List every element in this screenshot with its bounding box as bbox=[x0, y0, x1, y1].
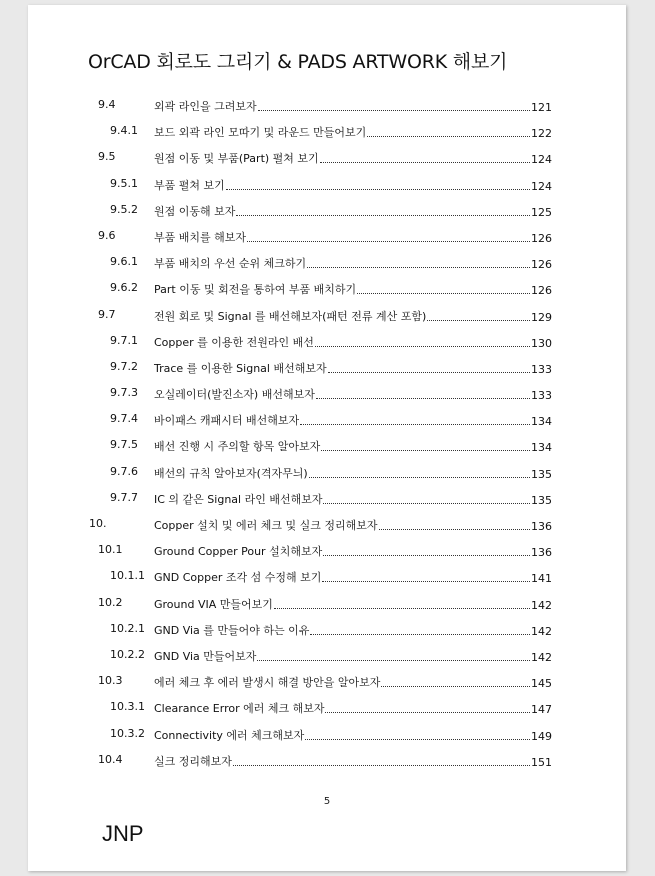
toc-entry-line bbox=[154, 517, 552, 533]
toc-entry-page: 133 bbox=[531, 389, 552, 403]
toc-entry[interactable] bbox=[28, 486, 626, 512]
toc-entry-number: 10.4 bbox=[98, 752, 123, 766]
toc-entry-line bbox=[154, 150, 552, 166]
toc-entry-page: 130 bbox=[531, 336, 552, 350]
toc-entry-line bbox=[154, 753, 552, 769]
toc-entry-page: 135 bbox=[531, 467, 552, 481]
toc-entry[interactable] bbox=[28, 591, 626, 617]
toc-entry-line bbox=[154, 334, 552, 350]
toc-entry[interactable] bbox=[28, 198, 626, 224]
toc-dot-leader bbox=[247, 240, 530, 242]
toc-entry[interactable] bbox=[28, 748, 626, 774]
toc-entry-page: 135 bbox=[531, 493, 552, 507]
toc-dot-leader bbox=[316, 397, 530, 399]
toc-entry-line bbox=[154, 700, 552, 716]
toc-dot-leader bbox=[322, 580, 530, 582]
toc-dot-leader bbox=[367, 135, 530, 137]
toc-dot-leader bbox=[236, 214, 530, 216]
toc-entry-number: 9.5.2 bbox=[110, 202, 138, 216]
toc-entry-title: 실크 정리해보자 bbox=[154, 754, 232, 768]
toc-dot-leader bbox=[427, 319, 530, 321]
toc-entry[interactable] bbox=[28, 538, 626, 564]
toc-entry-number: 9.7.7 bbox=[110, 490, 138, 504]
toc-entry-number: 10.3.1 bbox=[110, 700, 145, 714]
toc-entry-line bbox=[154, 98, 552, 114]
toc-dot-leader bbox=[257, 659, 530, 661]
toc-entry-line bbox=[154, 727, 552, 743]
toc-entry-title: 외곽 라인을 그려보자 bbox=[154, 100, 257, 113]
toc-entry[interactable] bbox=[28, 617, 626, 643]
toc-entry-number: 9.6.1 bbox=[110, 255, 138, 269]
toc-entry[interactable] bbox=[28, 722, 626, 748]
toc-entry-number: 9.4.1 bbox=[110, 124, 138, 138]
toc-dot-leader bbox=[307, 266, 530, 268]
toc-entry-title: 보드 외곽 라인 모따기 및 라운드 만들어보기 bbox=[154, 126, 367, 140]
toc-entry-page: 124 bbox=[531, 153, 552, 167]
toc-entry-number: 9.7.2 bbox=[110, 359, 138, 373]
toc-entry[interactable] bbox=[28, 355, 626, 381]
toc-entry-line bbox=[154, 281, 552, 297]
toc-entry[interactable] bbox=[28, 643, 626, 669]
toc-entry-line bbox=[154, 438, 552, 454]
toc-dot-leader bbox=[274, 607, 530, 609]
toc-dot-leader bbox=[315, 345, 530, 347]
toc-entry-title: GND Via 를 만들어야 하는 이유 bbox=[154, 623, 310, 637]
toc-entry-number: 10. bbox=[89, 517, 107, 530]
toc-entry-line bbox=[154, 648, 552, 664]
toc-entry-number: 9.7.1 bbox=[110, 333, 138, 347]
toc-entry-number: 10.2.1 bbox=[110, 621, 145, 635]
toc-entry[interactable] bbox=[28, 224, 626, 250]
toc-entry[interactable] bbox=[28, 119, 626, 145]
toc-entry-page: 142 bbox=[531, 598, 552, 612]
toc-dot-leader bbox=[379, 528, 530, 530]
toc-entry-line bbox=[154, 308, 552, 324]
toc-entry-line bbox=[154, 412, 552, 428]
toc-entry-page: 129 bbox=[531, 310, 552, 324]
brand-logo-text: JNP bbox=[102, 821, 144, 846]
toc-entry-title: Trace 를 이용한 Signal 배선해보자 bbox=[154, 361, 327, 375]
toc-entry-title: Copper 를 이용한 전원라인 배선 bbox=[154, 335, 314, 349]
toc-entry-title: IC 의 같은 Signal 라인 배선해보자 bbox=[154, 492, 323, 506]
toc-entry-line bbox=[154, 124, 552, 140]
toc-entry-page: 124 bbox=[531, 179, 552, 193]
toc-entry-page: 145 bbox=[531, 677, 552, 691]
header-title: OrCAD 회로도 그리기 & PADS ARTWORK 해보기 bbox=[88, 51, 508, 73]
toc-entry[interactable] bbox=[28, 433, 626, 459]
toc-entry-title: Ground VIA 만들어보기 bbox=[154, 597, 273, 611]
toc-entry-number: 9.6 bbox=[98, 228, 116, 242]
toc-entry[interactable] bbox=[28, 407, 626, 433]
toc-entry-page: 126 bbox=[531, 231, 552, 245]
toc-entry[interactable] bbox=[28, 669, 626, 695]
toc-entry-page: 134 bbox=[531, 441, 552, 455]
toc-entry-number: 10.1.1 bbox=[110, 569, 145, 583]
toc-entry-title: Part 이동 및 회전을 통하여 부품 배치하기 bbox=[154, 283, 357, 297]
toc-entry-number: 10.2.2 bbox=[110, 647, 145, 661]
toc-entry[interactable] bbox=[28, 512, 626, 538]
toc-entry-title: 부품 배치의 우선 순위 체크하기 bbox=[154, 257, 307, 271]
toc-entry-line bbox=[154, 569, 552, 585]
toc-entry-number: 9.7.3 bbox=[110, 386, 138, 400]
toc-entry[interactable] bbox=[28, 145, 626, 171]
toc-entry[interactable] bbox=[28, 460, 626, 486]
toc-entry-line bbox=[154, 596, 552, 612]
toc-entry[interactable] bbox=[28, 329, 626, 355]
toc-entry-number: 9.6.2 bbox=[110, 281, 138, 295]
toc-dot-leader bbox=[305, 738, 530, 740]
document-page bbox=[28, 5, 626, 871]
toc-entry-title: Ground Copper Pour 설치해보자 bbox=[154, 545, 323, 559]
toc-entry-title: 배선의 규칙 알아보자(격자무늬) bbox=[154, 466, 308, 480]
toc-entry-title: 배선 진행 시 주의할 항목 알아보자 bbox=[154, 440, 321, 454]
toc-entry-title: GND Via 만들어보자 bbox=[154, 649, 257, 663]
toc-dot-leader bbox=[226, 188, 530, 190]
toc-dot-leader bbox=[233, 764, 530, 766]
toc-dot-leader bbox=[300, 423, 530, 425]
toc-entry-number: 9.7.4 bbox=[110, 412, 138, 426]
toc-entry[interactable] bbox=[28, 172, 626, 198]
toc-entry-page: 136 bbox=[531, 546, 552, 560]
toc-dot-leader bbox=[323, 554, 530, 556]
toc-entry-line bbox=[154, 360, 552, 376]
page-number: 5 bbox=[323, 796, 331, 807]
toc-entry-title: 원점 이동 및 부품(Part) 펼쳐 보기 bbox=[154, 152, 319, 166]
toc-entry-line bbox=[154, 229, 552, 245]
table-of-contents bbox=[28, 93, 626, 774]
toc-entry-number: 10.2 bbox=[98, 595, 123, 609]
toc-entry-title: 바이패스 캐패시터 배선해보자 bbox=[154, 414, 300, 428]
toc-entry-page: 141 bbox=[531, 572, 552, 586]
toc-entry-number: 9.7.5 bbox=[110, 438, 138, 452]
toc-entry-number: 9.5.1 bbox=[110, 176, 138, 190]
toc-dot-leader bbox=[323, 502, 530, 504]
toc-entry-line bbox=[154, 255, 552, 271]
toc-dot-leader bbox=[328, 371, 530, 373]
toc-entry-title: 부품 배치를 해보자 bbox=[154, 230, 247, 244]
toc-dot-leader bbox=[357, 292, 530, 294]
toc-entry[interactable] bbox=[28, 695, 626, 721]
toc-entry[interactable] bbox=[28, 93, 626, 119]
toc-entry-page: 121 bbox=[531, 101, 552, 114]
toc-entry-number: 10.3 bbox=[98, 674, 123, 688]
toc-entry-title: Clearance Error 에러 체크 해보자 bbox=[154, 702, 325, 716]
toc-entry[interactable] bbox=[28, 250, 626, 276]
toc-entry-page: 142 bbox=[531, 624, 552, 638]
toc-entry-page: 122 bbox=[531, 127, 552, 141]
toc-entry-title: GND Copper 조각 섬 수정해 보기 bbox=[154, 571, 322, 585]
toc-entry-page: 149 bbox=[531, 729, 552, 743]
toc-entry-page: 151 bbox=[531, 755, 552, 769]
toc-entry-number: 9.4 bbox=[98, 98, 116, 111]
toc-dot-leader bbox=[310, 633, 530, 635]
toc-entry-number: 10.3.2 bbox=[110, 726, 145, 740]
toc-dot-leader bbox=[325, 711, 530, 713]
toc-entry-line bbox=[154, 386, 552, 402]
toc-entry-title: 원점 이동해 보자 bbox=[154, 204, 236, 218]
toc-entry[interactable] bbox=[28, 303, 626, 329]
toc-entry-page: 136 bbox=[531, 520, 552, 533]
toc-entry-title: 오실레이터(발진소자) 배선해보자 bbox=[154, 388, 315, 402]
toc-dot-leader bbox=[381, 685, 530, 687]
toc-dot-leader bbox=[321, 449, 530, 451]
toc-entry-line bbox=[154, 491, 552, 507]
toc-entry-page: 126 bbox=[531, 258, 552, 272]
toc-entry-number: 10.1 bbox=[98, 543, 123, 557]
toc-entry-page: 134 bbox=[531, 415, 552, 429]
toc-entry-page: 147 bbox=[531, 703, 552, 717]
toc-entry-line bbox=[154, 543, 552, 559]
toc-entry[interactable] bbox=[28, 276, 626, 302]
toc-entry[interactable] bbox=[28, 381, 626, 407]
toc-entry-page: 126 bbox=[531, 284, 552, 298]
toc-entry-line bbox=[154, 622, 552, 638]
toc-dot-leader bbox=[309, 476, 530, 478]
toc-entry-title: 전원 회로 및 Signal 를 배선해보자(패턴 전류 계산 포함) bbox=[154, 309, 427, 323]
toc-entry-page: 125 bbox=[531, 205, 552, 219]
toc-entry-line bbox=[154, 177, 552, 193]
toc-dot-leader bbox=[258, 109, 530, 111]
toc-entry-line bbox=[154, 674, 552, 690]
toc-entry[interactable] bbox=[28, 564, 626, 590]
toc-entry-page: 142 bbox=[531, 650, 552, 664]
toc-entry-title: Connectivity 에러 체크해보자 bbox=[154, 728, 305, 742]
toc-entry-title: 에러 체크 후 에러 발생시 해결 방안을 알아보자 bbox=[154, 676, 381, 690]
toc-entry-page: 133 bbox=[531, 362, 552, 376]
toc-entry-number: 9.7 bbox=[98, 307, 116, 321]
toc-entry-title: 부품 펼쳐 보기 bbox=[154, 178, 225, 192]
toc-entry-title: Copper 설치 및 에러 체크 및 실크 정리해보자 bbox=[154, 519, 378, 532]
toc-entry-line bbox=[154, 203, 552, 219]
toc-entry-number: 9.7.6 bbox=[110, 464, 138, 478]
toc-entry-number: 9.5 bbox=[98, 150, 116, 164]
toc-dot-leader bbox=[320, 161, 530, 163]
toc-entry-line bbox=[154, 465, 552, 481]
